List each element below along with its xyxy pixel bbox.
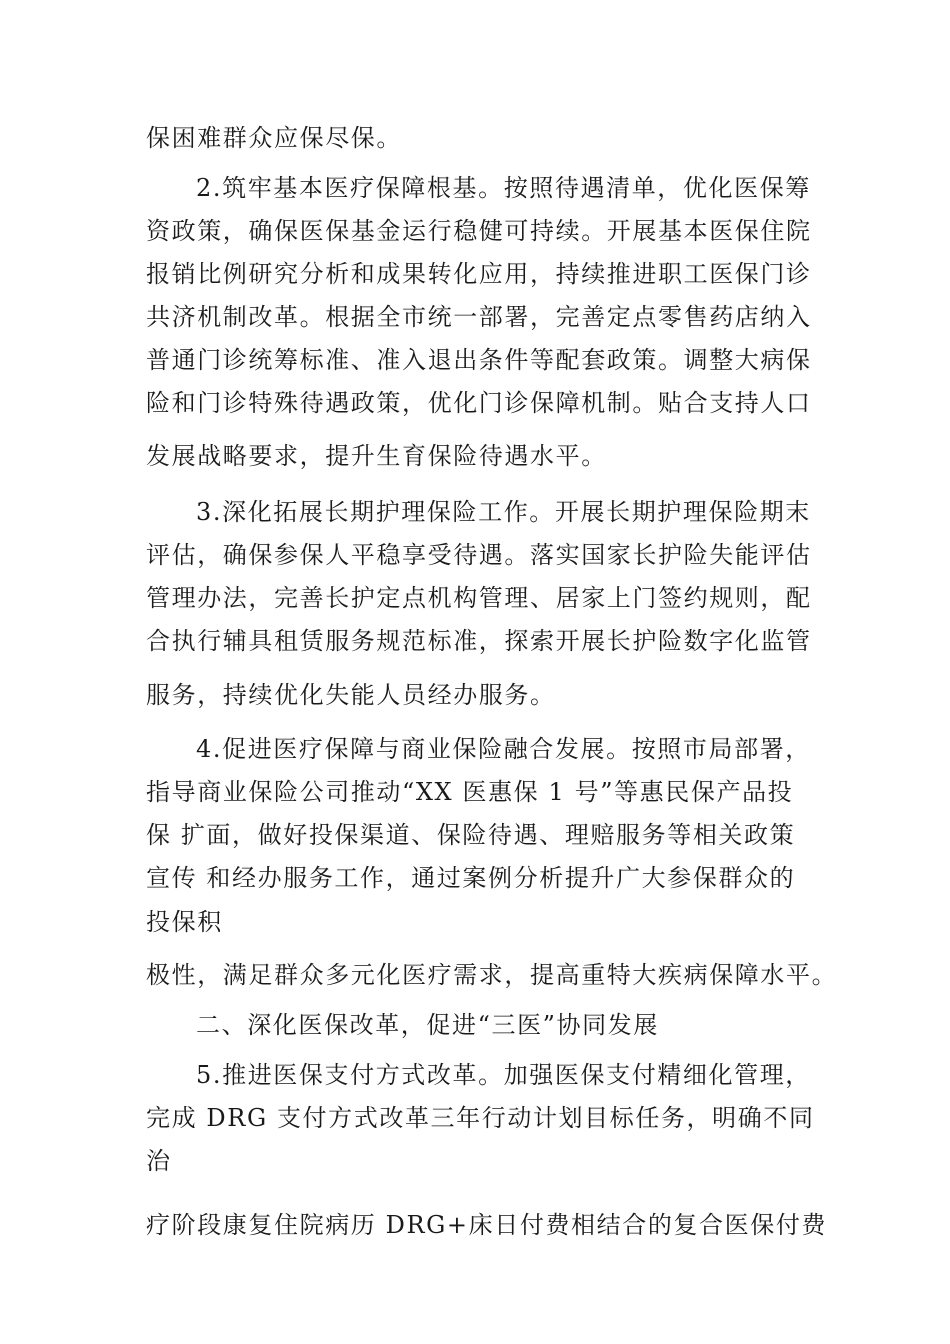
paragraph-line: 疗阶段康复住院病历 DRG+床日付费相结合的复合医保付费 [146, 1211, 828, 1239]
paragraph-line: 发展战略要求，提升生育保险待遇水平。 [146, 442, 607, 470]
paragraph-line: 极性，满足群众多元化医疗需求，提高重特大疾病保障水平。 [146, 961, 838, 989]
paragraph-line: 5.推进医保支付方式改革。加强医保支付精细化管理， [196, 1061, 811, 1089]
paragraph-line: 4.促进医疗保障与商业保险融合发展。按照市局部署， [196, 735, 811, 763]
paragraph-line: 投保积 [146, 908, 223, 936]
paragraph-line: 保困难群众应保尽保。 [146, 124, 402, 152]
paragraph-line: 管理办法，完善长护定点机构管理、居家上门签约规则，配 [146, 584, 812, 612]
paragraph-line: 治 [146, 1147, 172, 1175]
paragraph-line: 宣传 和经办服务工作，通过案例分析提升广大参保群众的 [146, 864, 796, 892]
paragraph-line: 完成 DRG 支付方式改革三年行动计划目标任务，明确不同 [146, 1104, 815, 1132]
paragraph-line: 服务，持续优化失能人员经办服务。 [146, 681, 556, 709]
paragraph-line: 共济机制改革。根据全市统一部署，完善定点零售药店纳入 [146, 303, 812, 331]
paragraph-line: 资政策，确保医保基金运行稳健可持续。开展基本医保住院 [146, 217, 812, 245]
paragraph-line: 普通门诊统筹标准、准入退出条件等配套政策。调整大病保 [146, 346, 812, 374]
paragraph-line: 指导商业保险公司推动“XX 医惠保 1 号”等惠民保产品投 [146, 778, 794, 806]
paragraph-line: 报销比例研究分析和成果转化应用，持续推进职工医保门诊 [146, 260, 812, 288]
section-heading: 二、深化医保改革，促进“三医”协同发展 [196, 1011, 659, 1039]
paragraph-line: 3.深化拓展长期护理保险工作。开展长期护理保险期末 [196, 498, 811, 526]
paragraph-line: 保 扩面，做好投保渠道、保险待遇、理赔服务等相关政策 [146, 821, 796, 849]
paragraph-line: 合执行辅具租赁服务规范标准，探索开展长护险数字化监管 [146, 627, 812, 655]
paragraph-line: 评估，确保参保人平稳享受待遇。落实国家长护险失能评估 [146, 541, 812, 569]
paragraph-line: 险和门诊特殊待遇政策，优化门诊保障机制。贴合支持人口 [146, 389, 812, 417]
paragraph-line: 2.筑牢基本医疗保障根基。按照待遇清单，优化医保筹 [196, 174, 811, 202]
